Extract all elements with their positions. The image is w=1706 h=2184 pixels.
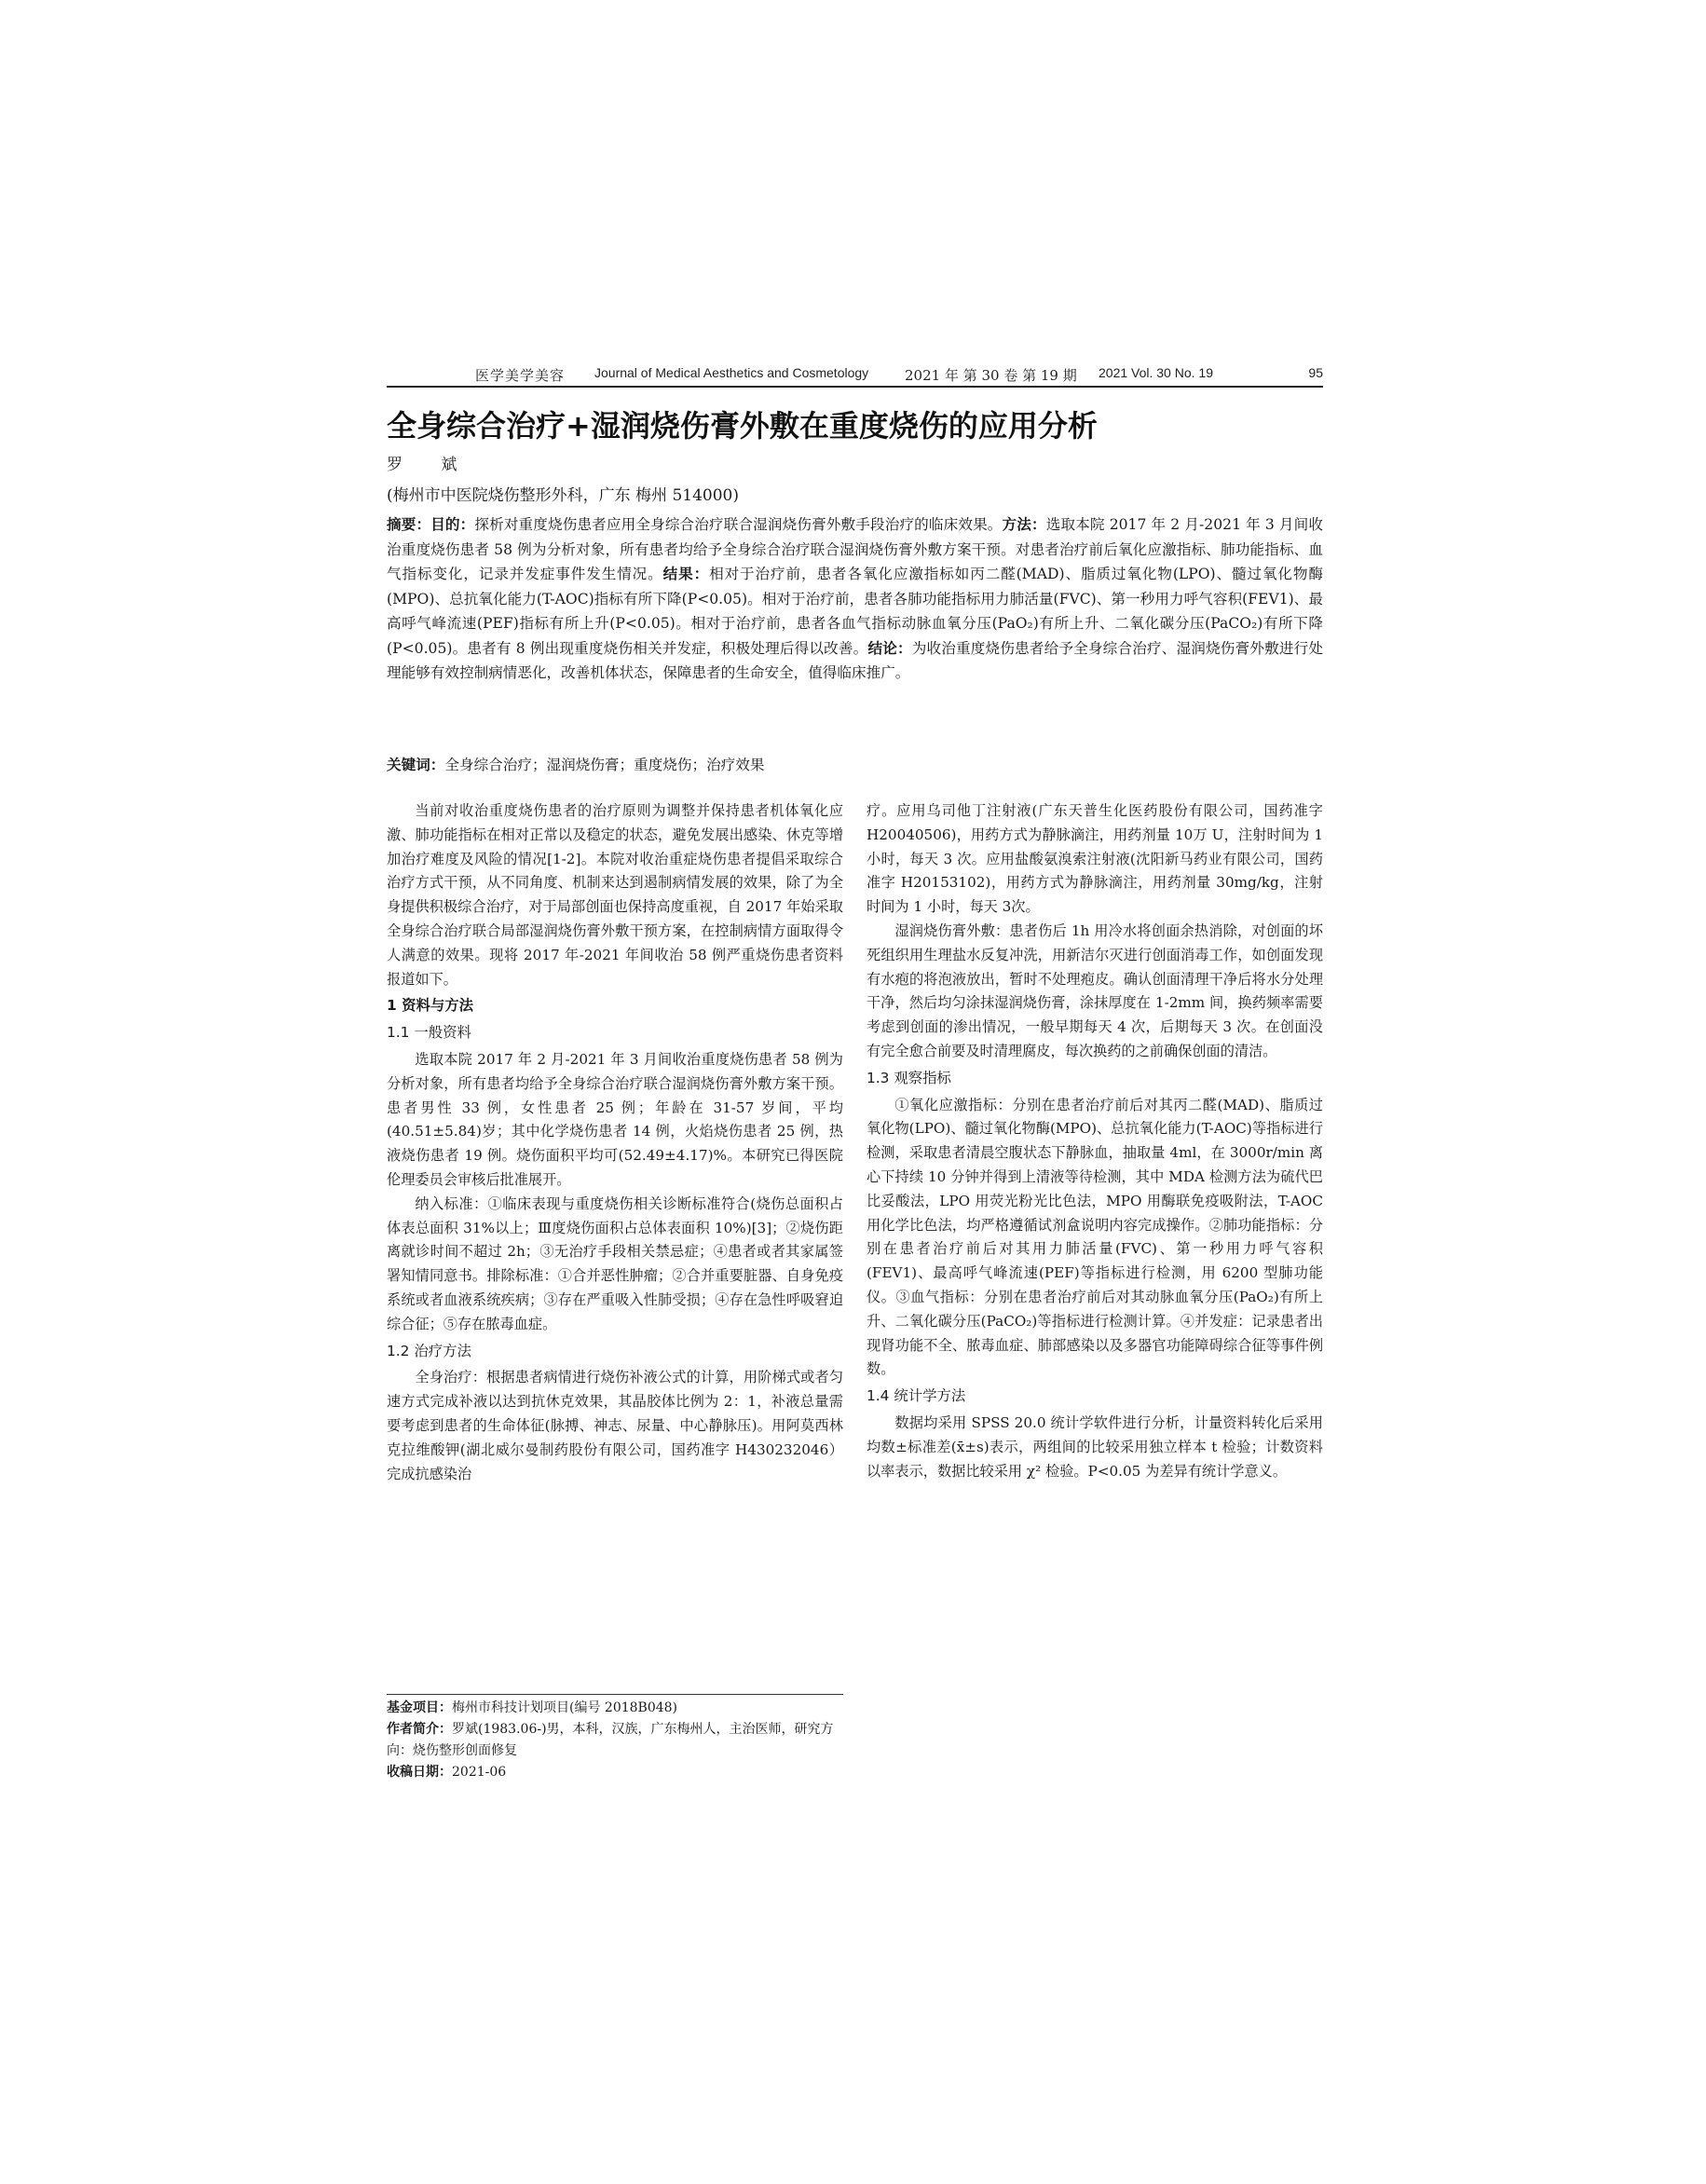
journal-name-en: Journal of Medical Aesthetics and Cosmetology: [594, 365, 869, 380]
methods-label: 方法：: [1002, 516, 1046, 533]
right-column: [867, 799, 1323, 1483]
intro-paragraph: 当前对收治重度烧伤患者的治疗原则为调整并保持患者机体氧化应激、肺功能指标在相对正常以及稳定的状态，避免发展出感染、休克等增加治疗难度及风险的情况[1-2]。本院对收治重症烧伤患者提倡采取综合治疗方式干预，从不同角度、机制来达到遏制病情发展的效果，除了为全身提供积极综合治疗，对于局部创面也保持高度重视，自 2017 年始采取全身综合治疗联合局部湿润烧伤膏外敷干预方案，在控制病情方面取得令人满意的效果。现将 2017 年-2021 年间收治 58 例严重烧伤患者资料报道如下。: [387, 802, 843, 988]
criteria-paragraph: 纳入标准：①临床表现与重度烧伤相关诊断标准符合(烧伤总面积占体表总面积 31%以上；Ⅲ度烧伤面积占总体表面积 10%)[3]；②烧伤距离就诊时间不超过 2h；③无治疗手段相关禁忌症；④患者或者其家属签署知情同意书。排除标准：①合并恶性肿瘤；②合并重要脏器、自身免疫系统或者血液系统疾病；③存在严重吸入性肺受损；④存在急性呼吸窘迫综合征；⑤存在脓毒血症。: [387, 1194, 843, 1332]
fund-label: 基金项目：: [387, 1700, 452, 1715]
received-date: 2021-06: [452, 1765, 507, 1780]
abstract-objective: 探析对重度烧伤患者应用全身综合治疗联合湿润烧伤膏外敷手段治疗的临床效果。: [474, 516, 1003, 533]
abstract: [387, 512, 1323, 686]
general-data-paragraph: 选取本院 2017 年 2 月-2021 年 3 月间收治重度烧伤患者 58 例为分析对象，所有患者均给予全身综合治疗联合湿润烧伤膏外敷方案干预。患者男性 33 例，女性患者 25 例；年龄在 31-57 岁间，平均(40.51±5.84)岁；其中化学烧伤患者 14 例，火焰烧伤患者 25 例，热液烧伤患者 19 例。烧伤面积平均可(52.49±4.17)%。本研究已得医院伦理委员会审核后批准展开。: [387, 1050, 843, 1188]
left-column: [387, 799, 843, 1486]
received-date-note: [387, 1762, 843, 1783]
journal-name-cn: 医学美学美容: [475, 367, 566, 384]
author-bio-label: 作者简介：: [387, 1722, 452, 1737]
keywords-label: 关键词：: [387, 757, 445, 773]
keywords-text: 全身综合治疗；湿润烧伤膏；重度烧伤；治疗效果: [444, 757, 765, 773]
drug-treatment-paragraph: 疗。应用乌司他丁注射液(广东天普生化医药股份有限公司，国药准字 H20040506)，用药方式为静脉滴注，用药剂量 10万 U，注射时间为 1 小时，每天 3 次。应用盐酸氨溴索注射液(沈阳新马药业有限公司，国药准字 H20153102)，用药方式为静脉滴注，用药剂量 30mg/kg，注射时间为 1 小时，每天 3次。: [867, 802, 1323, 916]
issue-info-en: 2021 Vol. 30 No. 19: [1099, 365, 1213, 380]
section-heading-1: 1 资料与方法: [387, 997, 474, 1015]
issue-info-cn: 2021 年 第 30 卷 第 19 期: [905, 367, 1077, 384]
article-title: 全身综合治疗+湿润烧伤膏外敷在重度烧伤的应用分析: [387, 408, 1098, 444]
page-number: 95: [1308, 365, 1323, 380]
abstract-conclusion: 为收治重度烧伤患者给予全身综合治疗、湿润烧伤膏外敷进行处理能够有效控制病情恶化，改善机体状态，保障患者的生命安全，值得临床推广。: [387, 639, 1323, 681]
subsection-heading-1-2: 1.2 治疗方法: [387, 1342, 471, 1359]
abstract-results: 相对于治疗前，患者各氧化应激指标如丙二醛(MAD)、脂质过氧化物(LPO)、髓过氧化物酶(MPO)、总抗氧化能力(T-AOC)指标有所下降(P<0.05)。相对于治疗前，患者各肺功能指标用力肺活量(FVC)、第一秒用力呼气容积(FEV1)、最高呼气峰流速(PEF)指标有所上升(P<0.05)。相对于治疗前，患者各血气指标动脉血氧分压(PaO₂)有所上升、二氧化碳分压(PaCO₂)有所下降(P<0.05)。患者有 8 例出现重度烧伤相关并发症，积极处理后得以改善。: [387, 566, 1323, 657]
fund-text: 梅州市科技计划项目(编号 2018B048): [452, 1700, 678, 1715]
abstract-label: 摘要：: [387, 516, 431, 533]
running-head: [387, 362, 1323, 388]
subsection-heading-1-4: 1.4 统计学方法: [867, 1387, 966, 1405]
objective-label: 目的：: [430, 516, 475, 533]
statistics-paragraph: 数据均采用 SPSS 20.0 统计学软件进行分析，计量资料转化后采用均数±标准差(x̄±s)表示，两组间的比较采用独立样本 t 检验；计数资料以率表示，数据比较采用 χ² 检验。P<0.05 为差异有统计学意义。: [867, 1413, 1323, 1480]
observation-paragraph: ①氧化应激指标：分别在患者治疗前后对其丙二醛(MAD)、脂质过氧化物(LPO)、髓过氧化物酶(MPO)、总抗氧化能力(T-AOC)等指标进行检测，采取患者清晨空腹状态下静脉血，抽取量 4ml，在 3000r/min 离心下持续 10 分钟并得到上清液等待检测，其中 MDA 检测方法为硫代巴比妥酸法，LPO 用荧光粉光比色法，MPO 用酶联免疫吸附法，T-AOC 用化学比色法，均严格遵循试剂盒说明内容完成操作。②肺功能指标：分别在患者治疗前后对其用力肺活量(FVC)、第一秒用力呼气容积(FEV1)、最高呼气峰流速(PEF)等指标进行检测，用 6200 型肺功能仪。③血气指标：分别在患者治疗前后对其动脉血氧分压(PaO₂)有所上升、二氧化碳分压(PaCO₂)等指标进行检测计算。④并发症：记录患者出现肾功能不全、脓毒血症、肺部感染以及多器官功能障碍综合征等事件例数。: [867, 1096, 1323, 1378]
systemic-treatment-paragraph: 全身治疗：根据患者病情进行烧伤补液公式的计算，用阶梯式或者匀速方式完成补液以达到抗休克效果，其晶胶体比例为 2：1，补液总量需要考虑到患者的生命体征(脉搏、神志、尿量、中心静脉压)。用阿莫西林克拉维酸钾(湖北威尔曼制药股份有限公司，国药准字 H430232046）完成抗感染治: [387, 1369, 843, 1482]
received-label: 收稿日期：: [387, 1765, 452, 1780]
author-bio-text: 罗斌(1983.06-)男，本科，汉族，广东梅州人，主治医师，研究方向：烧伤整形创面修复: [387, 1722, 834, 1758]
author-affiliation: (梅州市中医院烧伤整形外科，广东 梅州 514000): [387, 486, 739, 505]
abstract-methods: 选取本院 2017 年 2 月-2021 年 3 月间收治重度烧伤患者 58 例为分析对象，所有患者均给予全身综合治疗联合湿润烧伤膏外敷方案干预。对患者治疗前后氧化应激指标、肺功能指标、血气指标变化，记录并发症事件发生情况。: [387, 516, 1323, 582]
subsection-heading-1-3: 1.3 观察指标: [867, 1069, 951, 1086]
moist-ointment-paragraph: 湿润烧伤膏外敷：患者伤后 1h 用冷水将创面余热消除，对创面的坏死组织用生理盐水反复冲洗，用新洁尔灭进行创面消毒工作，如创面发现有水疱的将泡液放出，暂时不处理疱皮。确认创面清理干净后将水分处理干净，然后均匀涂抹湿润烧伤膏，涂抹厚度在 1-2mm 间，换药频率需要考虑到创面的渗出情况，一般早期每天 4 次，后期每天 3 次。在创面没有完全愈合前要及时清理腐皮，每次换药的之前确保创面的清洁。: [867, 921, 1323, 1059]
keywords: [387, 753, 1323, 777]
footnotes: [387, 1698, 843, 1783]
subsection-heading-1-1: 1.1 一般资料: [387, 1024, 471, 1042]
fund-note: [387, 1698, 843, 1719]
conclusion-label: 结论：: [867, 639, 912, 657]
footnote-divider: [387, 1694, 843, 1695]
results-label: 结果：: [662, 566, 710, 582]
author-name: 罗 斌: [387, 456, 474, 474]
author-bio-note: [387, 1719, 843, 1762]
